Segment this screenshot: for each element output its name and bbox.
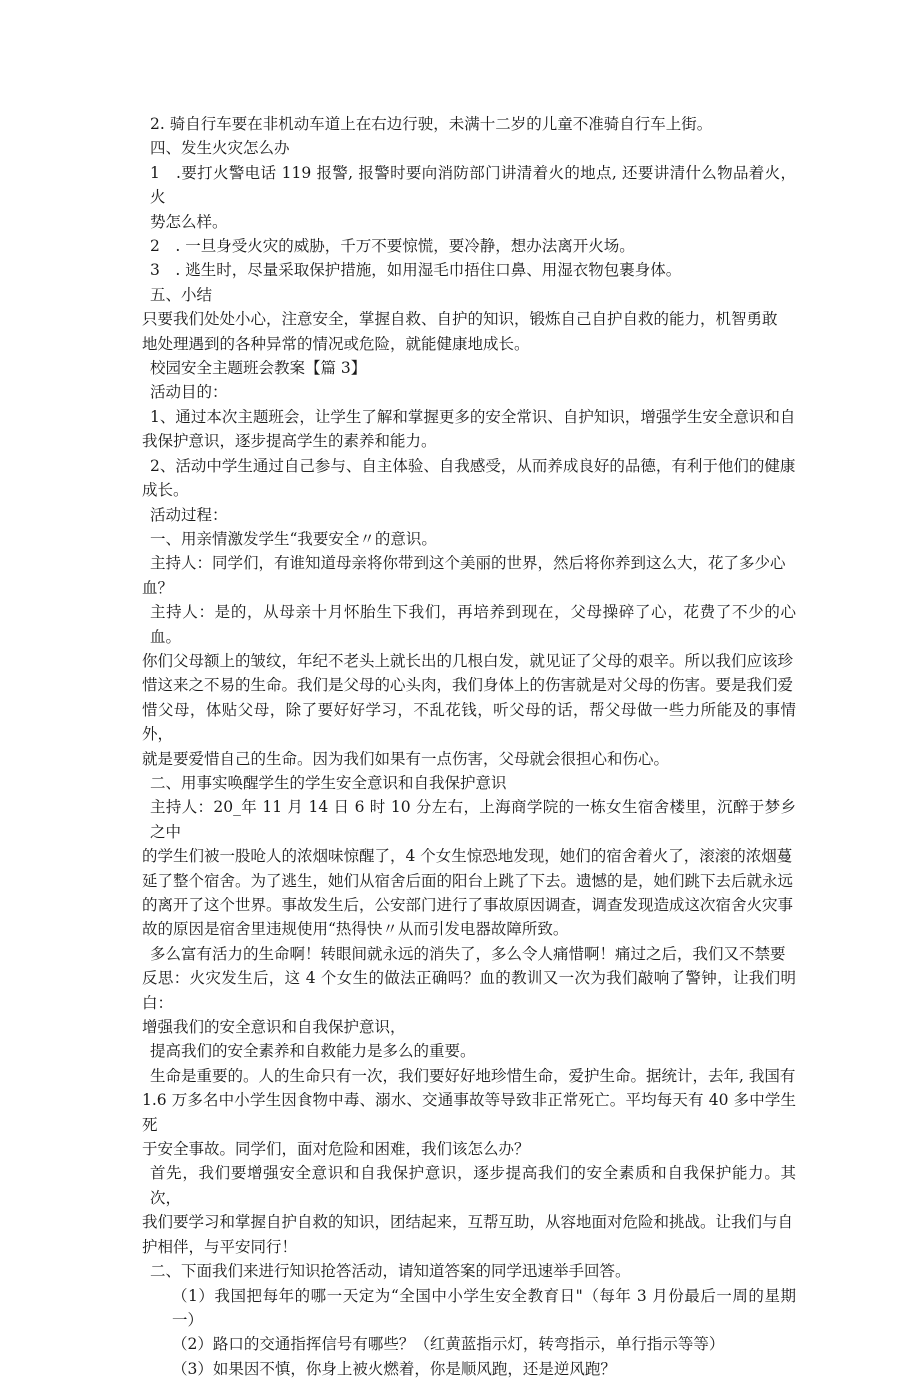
text-line: 我们要学习和掌握自护自救的知识，团结起来，互帮互助，从容地面对危险和挑战。让我们与自 — [142, 1213, 794, 1232]
text-line: 2 . 一旦身受火灾的威胁，千万不要惊慌，要冷静，想办法离开火场。 — [150, 237, 635, 256]
text-line: 多么富有活力的生命啊！转眼间就永远的消失了，多么令人痛惜啊！痛过之后，我们又不禁要 — [150, 944, 786, 963]
text-line: 增强我们的安全意识和自我保护意识， — [142, 1018, 406, 1037]
text-line: 护相伴，与平安同行！ — [142, 1237, 298, 1256]
section-heading: 活动目的： — [150, 383, 228, 402]
text-line: 就是要爱惜自己的生命。因为我们如果有一点伤害，父母就会很担心和伤心。 — [142, 749, 670, 768]
text-line: 延了整个宿舍。为了逃生，她们从宿舍后面的阳台上跳了下去。遗憾的是，她们跳下去后就永远 — [142, 871, 794, 890]
text-line: 的学生们被一股呛人的浓烟味惊醒了，4 个女生惊恐地发现，她们的宿舍着火了，滚滚的浓烟蔓 — [142, 847, 793, 866]
text-line: 主持人：是的，从母亲十月怀胎生下我们，再培养到现在，父母操碎了心，花费了不少的心血。 — [150, 603, 796, 646]
text-line: 3 . 逃生时，尽量采取保护措施，如用湿毛巾捂住口鼻、用湿衣物包裹身体。 — [150, 261, 682, 280]
document-page — [142, 112, 796, 1381]
text-line: 惜父母，体贴父母，除了要好好学习，不乱花钱，听父母的话，帮父母做一些力所能及的事情外， — [142, 700, 796, 744]
text-line: 故的原因是宿舍里违规使用“热得快〃从而引发电器故障所致。 — [142, 920, 569, 939]
text-line: 我保护意识，逐步提高学生的素养和能力。 — [142, 432, 437, 451]
text-line: 你们父母额上的皱纹，年纪不老头上就长出的几根白发，就见证了父母的艰辛。所以我们应该珍 — [142, 651, 794, 670]
text-line: 反思：火灾发生后，这 4 个女生的做法正确吗？血的教训又一次为我们敲响了警钟，让我们明白： — [142, 969, 796, 1012]
section-heading: 五、小结 — [150, 285, 213, 304]
section-heading: 活动过程： — [150, 505, 228, 524]
text-line: 的离开了这个世界。事故发生后，公安部门进行了事故原因调查，调查发现造成这次宿舍火灾事 — [142, 896, 794, 914]
section-heading: 二、下面我们来进行知识抢答活动，请知道答案的同学迅速举手回答。 — [150, 1262, 631, 1281]
text-line: 血？ — [142, 578, 174, 597]
text-line: 1、通过本次主题班会，让学生了解和掌握更多的安全常识、自护知识，增强学生安全意识和自 — [150, 407, 796, 426]
text-line: 于安全事故。同学们，面对危险和困难，我们该怎么办？ — [142, 1140, 530, 1159]
text-line: 1 .要打火警电话 119 报警, 报警时要向消防部门讲清着火的地点, 还要讲清什么物品着火，火 — [150, 163, 796, 207]
text-line: 2、活动中学生通过自己参与、自主体验、自我感受，从而养成良好的品德，有利于他们的健康 — [150, 456, 796, 475]
text-line: 首先，我们要增强安全意识和自我保护意识，逐步提高我们的安全素质和自我保护能力。其次， — [150, 1164, 796, 1207]
section-heading: 一、用亲情激发学生“我要安全〃的意识。 — [150, 529, 437, 548]
text-line: 只要我们处处小心，注意安全，掌握自救、自护的知识，锻炼自己自护自救的能力，机智勇敢 — [142, 310, 778, 329]
section-heading: 二、用事实唤醒学生的学生安全意识和自我保护意识 — [150, 773, 507, 792]
text-line: 生命是重要的。人的生命只有一次，我们要好好地珍惜生命，爱护生命。据统计，去年, 我国有 — [150, 1066, 796, 1085]
text-line: 主持人：20_年 11 月 14 日 6 时 10 分左右，上海商学院的一栋女生宿舍楼里，沉醉于梦乡之中 — [150, 798, 796, 841]
text-line: 惜这来之不易的生命。我们是父母的心头肉，我们身体上的伤害就是对父母的伤害。要是我们爱 — [142, 676, 794, 695]
text-line: 成长。 — [142, 481, 189, 500]
section-heading: 四、发生火灾怎么办 — [150, 139, 290, 158]
text-line: 地处理遇到的各种异常的情况或危险，就能健康地成长。 — [142, 334, 530, 353]
text-line: 1.6 万多名中小学生因食物中毒、溺水、交通事故等导致非正常死亡。平均每天有 40 多中学生死 — [142, 1091, 796, 1134]
quiz-question: （2）路口的交通指挥信号有哪些？（红黄蓝指示灯，转弯指示，单行指示等等） — [172, 1335, 725, 1354]
document-title: 校园安全主题班会教案【篇 3】 — [150, 359, 367, 378]
quiz-question: （3）如果因不慎，你身上被火燃着，你是顺风跑，还是逆风跑？ — [172, 1359, 616, 1378]
quiz-question: （1）我国把每年的哪一天定为“全国中小学生安全教育日"（每年 3 月份最后一周的星期一） — [172, 1286, 796, 1329]
text-line: 2. 骑自行车要在非机动车道上在右边行驶，未满十二岁的儿童不准骑自行车上街。 — [150, 115, 713, 133]
text-line: 主持人：同学们，有谁知道母亲将你带到这个美丽的世界，然后将你养到这么大，花了多少心 — [150, 554, 786, 573]
text-line: 提高我们的安全素养和自救能力是多么的重要。 — [150, 1042, 476, 1061]
text-line: 势怎么样。 — [150, 212, 228, 231]
